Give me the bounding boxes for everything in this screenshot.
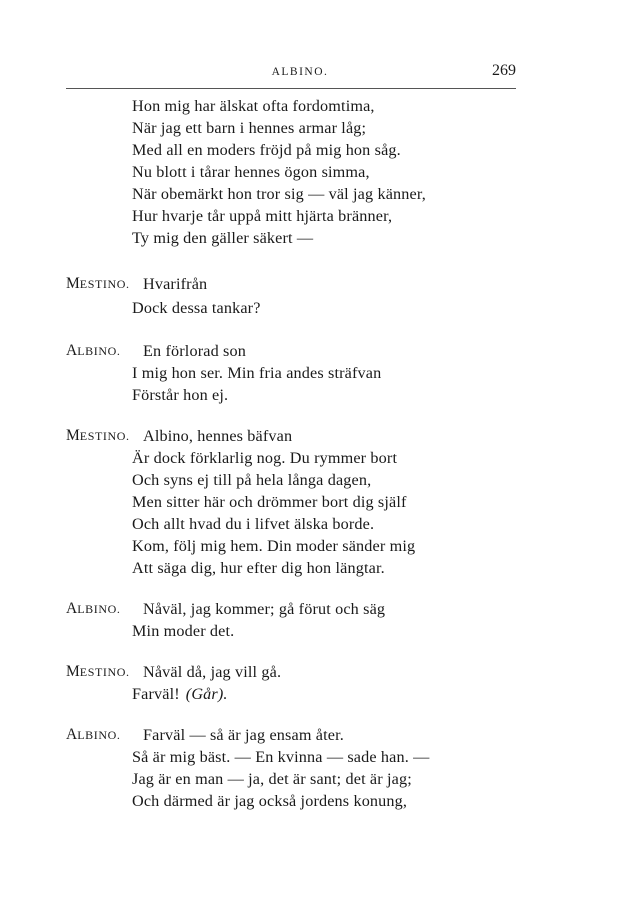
verse-line: Min moder det. [132, 622, 235, 640]
verse-line: Hur hvarje tår uppå mitt hjärta bränner, [132, 207, 393, 225]
verse-line: Så är mig bäst. — En kvinna — sade han. — [132, 748, 430, 766]
verse-line: Nu blott i tårar hennes ögon simma, [132, 163, 370, 181]
verse-line: Förstår hon ej. [132, 386, 229, 404]
verse-line: Och allt hvad du i lifvet älska borde. [132, 515, 375, 533]
speaker-name: MESTINO. [66, 663, 130, 680]
verse-line: Farväl! (Går). [132, 685, 228, 703]
speaker-name: MESTINO. [66, 275, 130, 292]
verse-line: Nåväl, jag kommer; gå förut och säg [143, 600, 386, 618]
verse-line: Albino, hennes bäfvan [143, 427, 293, 445]
speaker-name: MESTINO. [66, 427, 130, 444]
stage-direction: (Går). [185, 685, 228, 703]
verse-line: En förlorad son [143, 342, 246, 360]
page-number: 269 [492, 62, 516, 79]
verse-line: Jag är en man — ja, det är sant; det är jag; [132, 770, 412, 788]
verse-line: Nåväl då, jag vill gå. [143, 663, 282, 681]
verse-line: I mig hon ser. Min fria andes sträfvan [132, 364, 382, 382]
verse-line: Ty mig den gäller säkert — [132, 229, 314, 247]
verse-line: Att säga dig, hur efter dig hon längtar. [132, 559, 385, 577]
speaker-name: ALBINO. [66, 600, 121, 617]
verse-line: Men sitter här och drömmer bort dig själf [132, 493, 407, 511]
verse-line: Hvarifrån [143, 275, 208, 293]
verse-line: Är dock förklarlig nog. Du rymmer bort [132, 449, 398, 467]
verse-line: Och därmed är jag också jordens konung, [132, 792, 408, 810]
header-rule [66, 88, 516, 89]
verse-line: När obemärkt hon tror sig — väl jag känner, [132, 185, 426, 203]
verse-line: Kom, följ mig hem. Din moder sänder mig [132, 537, 416, 555]
verse-line: När jag ett barn i hennes armar låg; [132, 119, 367, 137]
verse-line: Hon mig har älskat ofta fordomtima, [132, 97, 375, 115]
verse-line: Och syns ej till på hela långa dagen, [132, 471, 372, 489]
verse-line: Dock dessa tankar? [132, 299, 261, 317]
running-title: ALBINO. [271, 66, 329, 78]
speaker-name: ALBINO. [66, 342, 121, 359]
verse-line: Med all en moders fröjd på mig hon såg. [132, 141, 401, 159]
speaker-name: ALBINO. [66, 726, 121, 743]
verse-line: Farväl — så är jag ensam åter. [143, 726, 344, 744]
